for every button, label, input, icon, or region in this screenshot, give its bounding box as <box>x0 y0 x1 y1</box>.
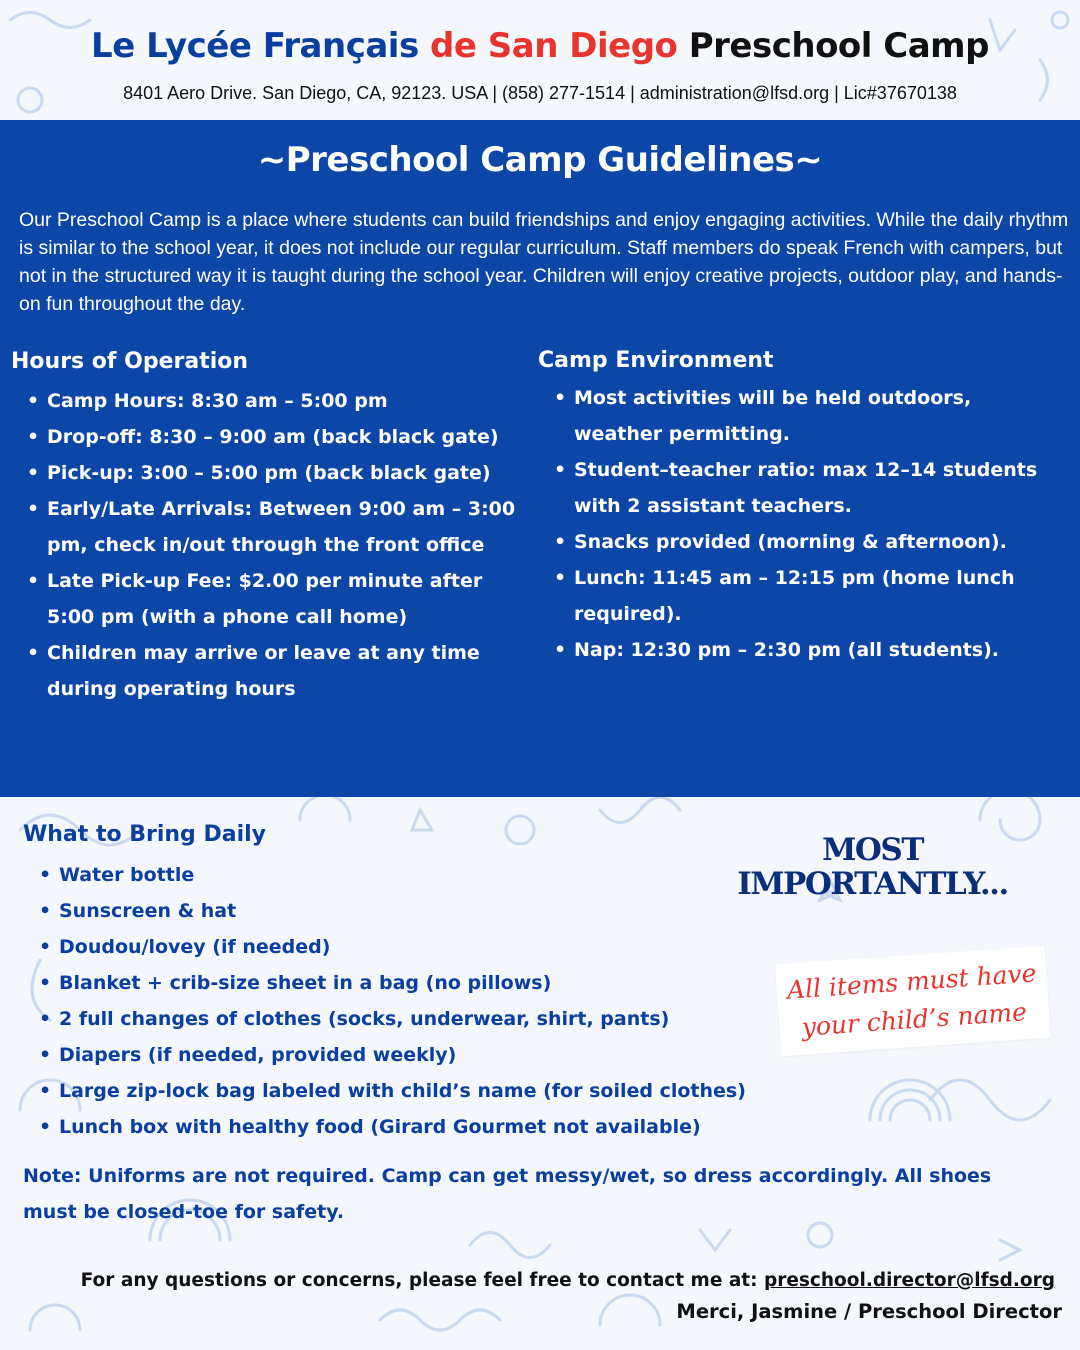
list-item: • Most activities will be held outdoors, weather permitting. <box>538 380 1058 452</box>
list-item: • Early/Late Arrivals: Between 9:00 am – 3:00 pm, check in/out through the front office <box>11 491 526 563</box>
list-item: • Late Pick-up Fee: $2.00 per minute after 5:00 pm (with a phone call home) <box>11 563 526 635</box>
title-camp: Preschool Camp <box>688 26 989 66</box>
note-card-line-2: your child’s name <box>800 997 1028 1042</box>
guidelines-intro: Our Preschool Camp is a place where students can build friendships and enjoy engaging activities. While the daily rhythm is similar to the school year, it does not include our regular curriculum. Staff members do speak French with campers, but not in the structured way it is taught during the school year. Children will enjoy creative projects, outdoor play, and hands-on fun throughout the day. <box>19 209 1069 315</box>
list-item: • Pick-up: 3:00 – 5:00 pm (back black gate) <box>11 455 526 491</box>
list-item: • Snacks provided (morning & afternoon). <box>538 524 1058 560</box>
list-item: • Student–teacher ratio: max 12–14 students with 2 assistant teachers. <box>538 452 1058 524</box>
list-item: • 2 full changes of clothes (socks, underwear, shirt, pants) <box>23 1001 783 1037</box>
note-card-line-1: All items must have <box>785 958 1038 1005</box>
contact-line <box>81 1270 1055 1291</box>
page-title <box>0 26 1080 66</box>
signature: Merci, Jasmine / Preschool Director <box>676 1300 1062 1323</box>
list-item: • Children may arrive or leave at any time during operating hours <box>11 635 526 707</box>
list-item: • Water bottle <box>23 857 783 893</box>
page-header <box>0 0 1080 120</box>
hours-heading: Hours of Operation <box>11 349 249 374</box>
list-item: • Lunch box with healthy food (Girard Gourmet not available) <box>23 1109 783 1145</box>
list-item: • Camp Hours: 8:30 am – 5:00 pm <box>11 383 526 419</box>
list-item: • Nap: 12:30 pm – 2:30 pm (all students). <box>538 632 1058 668</box>
list-item: • Lunch: 11:45 am – 12:15 pm (home lunch required). <box>538 560 1058 632</box>
list-item: • Doudou/lovey (if needed) <box>23 929 783 965</box>
name-label-note-card <box>775 946 1051 1057</box>
environment-list <box>538 380 1058 668</box>
environment-heading: Camp Environment <box>538 348 774 373</box>
list-item: • Blanket + crib-size sheet in a bag (no pillows) <box>23 965 783 1001</box>
list-item: • Diapers (if needed, provided weekly) <box>23 1037 783 1073</box>
list-item: • Drop-off: 8:30 – 9:00 am (back black gate) <box>11 419 526 455</box>
contact-email-link[interactable]: preschool.director@lfsd.org <box>764 1270 1055 1291</box>
contact-address-line: 8401 Aero Drive. San Diego, CA, 92123. USA | (858) 277-1514 | administration@lfsd.org | Lic#37670138 <box>123 83 957 103</box>
hours-list <box>11 383 526 707</box>
most-line-2: IMPORTANTLY... <box>737 866 1008 902</box>
guidelines-panel <box>0 120 1080 797</box>
contact-text: For any questions or concerns, please feel free to contact me at: <box>80 1270 758 1291</box>
guidelines-title: ~Preschool Camp Guidelines~ <box>257 140 823 180</box>
most-line-1: MOST <box>822 832 923 868</box>
bring-heading: What to Bring Daily <box>23 822 266 847</box>
uniform-note: Note: Uniforms are not required. Camp can get messy/wet, so dress accordingly. All shoes must be closed-toe for safety. <box>23 1165 992 1223</box>
list-item: • Large zip-lock bag labeled with child’s name (for soiled clothes) <box>23 1073 783 1109</box>
most-importantly-heading <box>700 833 1045 901</box>
title-city: de San Diego <box>430 26 678 66</box>
list-item: • Sunscreen & hat <box>23 893 783 929</box>
title-school-name: Le Lycée Français <box>91 26 419 66</box>
bring-list <box>23 857 783 1145</box>
